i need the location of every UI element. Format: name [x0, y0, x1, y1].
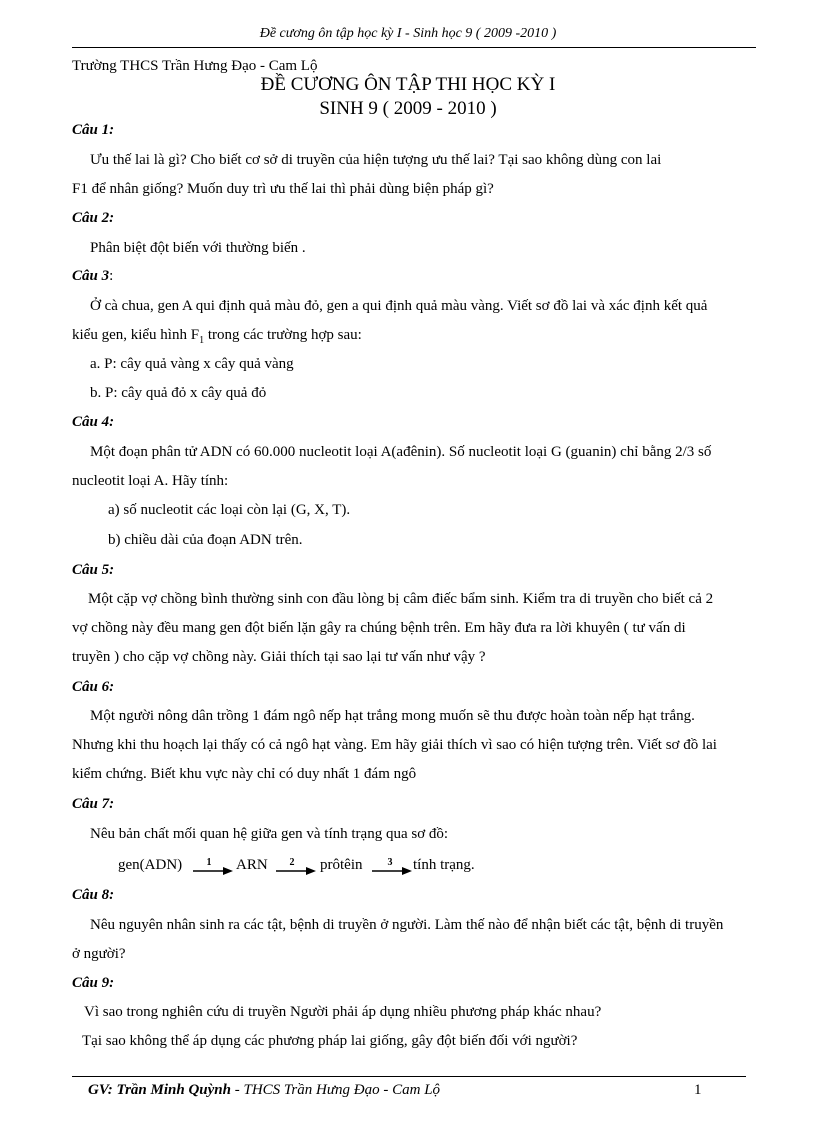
question-4-line-2: nucleotit loại A. Hãy tính: — [72, 473, 229, 489]
question-1-line-1: Ưu thế lai là gì? Cho biết cơ sở di truyền của hiện tượng ưu thế lai? Tại sao không dùng con lai — [90, 152, 662, 168]
header-rule — [72, 47, 756, 48]
diagram-node-arn: ARN — [236, 857, 268, 873]
running-header: Đề cương ôn tập học kỳ I - Sinh học 9 ( 2009 -2010 ) — [259, 26, 557, 41]
question-9-label: Câu 9: — [72, 975, 115, 991]
footer-school: - THCS Trần Hưng Đạo - Cam Lộ — [230, 1082, 441, 1098]
question-3-option-b: b. P: cây quả đỏ x cây quả đỏ — [90, 385, 267, 401]
question-5-label: Câu 5: — [72, 562, 115, 578]
question-5-line-2: vợ chồng này đều mang gen đột biến lặn gây ra chúng bệnh trên. Em hãy đưa ra lời khuyên ( tư vấn di — [72, 620, 686, 636]
question-3-line-1: Ở cà chua, gen A qui định quả màu đỏ, gen a qui định quả màu vàng. Viết sơ đồ lai và xác định kết quả — [90, 298, 708, 314]
diagram-arrow-3 — [370, 856, 414, 878]
arrow-2-number: 2 — [289, 857, 295, 868]
question-9-line-2: Tại sao không thể áp dụng các phương pháp lai giống, gây đột biến đối với người? — [82, 1033, 578, 1049]
page-number: 1 — [694, 1082, 702, 1098]
question-7-line-1: Nêu bản chất mối quan hệ giữa gen và tính trạng qua sơ đồ: — [90, 826, 449, 842]
question-3-option-a: a. P: cây quả vàng x cây quả vàng — [90, 356, 294, 372]
footer-rule — [72, 1076, 746, 1077]
question-1-label: Câu 1: — [72, 122, 115, 138]
diagram-arrow-2 — [274, 856, 318, 878]
question-3-line-2-end: trong các trường hợp sau: — [204, 327, 362, 343]
question-2-label: Câu 2: — [72, 210, 115, 226]
question-4-label: Câu 4: — [72, 414, 115, 430]
question-8-line-1: Nêu nguyên nhân sinh ra các tật, bệnh di truyền ở người. Làm thế nào để nhận biết các tật, bệnh di truyền — [90, 917, 724, 933]
question-7-label: Câu 7: — [72, 796, 115, 812]
question-3-line-2 — [72, 327, 362, 346]
question-8-label: Câu 8: — [72, 887, 115, 903]
arrow-3-number: 3 — [387, 857, 393, 868]
question-6-line-2: Nhưng khi thu hoạch lại thấy có cả ngô hạt vàng. Em hãy giải thích vì sao có hiện tượng trên. Viết sơ đồ lai — [72, 737, 717, 753]
diagram-node-gen: gen(ADN) — [118, 857, 183, 873]
arrow-2-head — [306, 867, 316, 875]
question-3-line-2-text: kiểu gen, kiểu hình F — [72, 327, 200, 343]
question-3-label: Câu 3 — [72, 268, 110, 284]
footer-author — [88, 1082, 440, 1099]
question-6-line-3: kiểm chứng. Biết khu vực này chỉ có duy nhất 1 đám ngô — [72, 766, 417, 782]
arrow-1-number: 1 — [206, 857, 212, 868]
question-4-line-1: Một đoạn phân tử ADN có 60.000 nucleotit loại A(ađênin). Số nucleotit loại G (guanin) chỉ bằng 2/3 số — [90, 444, 712, 460]
footer-prefix: GV: — [88, 1082, 117, 1098]
question-4-option-a: a) số nucleotit các loại còn lại (G, X, T). — [108, 502, 351, 518]
diagram-node-trait: tính trạng. — [413, 857, 475, 873]
subscript-1: 1 — [199, 335, 205, 346]
arrow-3-head — [402, 867, 412, 875]
question-5-line-3: truyền ) cho cặp vợ chồng này. Giải thích tại sao lại tư vấn như vậy ? — [72, 649, 486, 665]
page-subtitle: SINH 9 ( 2009 - 2010 ) — [319, 98, 497, 119]
question-4-option-b: b) chiều dài của đoạn ADN trên. — [108, 532, 303, 548]
question-1-line-2: F1 để nhân giống? Muốn duy trì ưu thế lai thì phải dùng biện pháp gì? — [72, 181, 494, 197]
school-name: Trường THCS Trần Hưng Đạo - Cam Lộ — [72, 58, 318, 74]
diagram-arrow-1 — [191, 856, 235, 878]
question-3-label-wrap — [72, 268, 113, 285]
question-3-label-colon: : — [109, 268, 114, 284]
question-6-label: Câu 6: — [72, 679, 115, 695]
footer-teacher: Trần Minh Quỳnh — [116, 1082, 231, 1098]
arrow-1-head — [223, 867, 233, 875]
diagram-node-protein: prôtêin — [320, 857, 363, 873]
page-title: ĐỀ CƯƠNG ÔN TẬP THI HỌC KỲ I — [260, 74, 556, 95]
question-5-line-1: Một cặp vợ chồng bình thường sinh con đầu lòng bị câm điếc bẩm sinh. Kiểm tra di truyền cho biết cả 2 — [88, 591, 714, 607]
question-6-line-1: Một người nông dân trồng 1 đám ngô nếp hạt trắng mong muốn sẽ thu được hoàn toàn nếp hạt trắng. — [90, 708, 695, 724]
question-2-line-1: Phân biệt đột biến với thường biến . — [90, 240, 306, 256]
question-8-line-2: ở người? — [72, 946, 126, 962]
question-9-line-1: Vì sao trong nghiên cứu di truyền Người phải áp dụng nhiều phương pháp khác nhau? — [84, 1004, 602, 1020]
